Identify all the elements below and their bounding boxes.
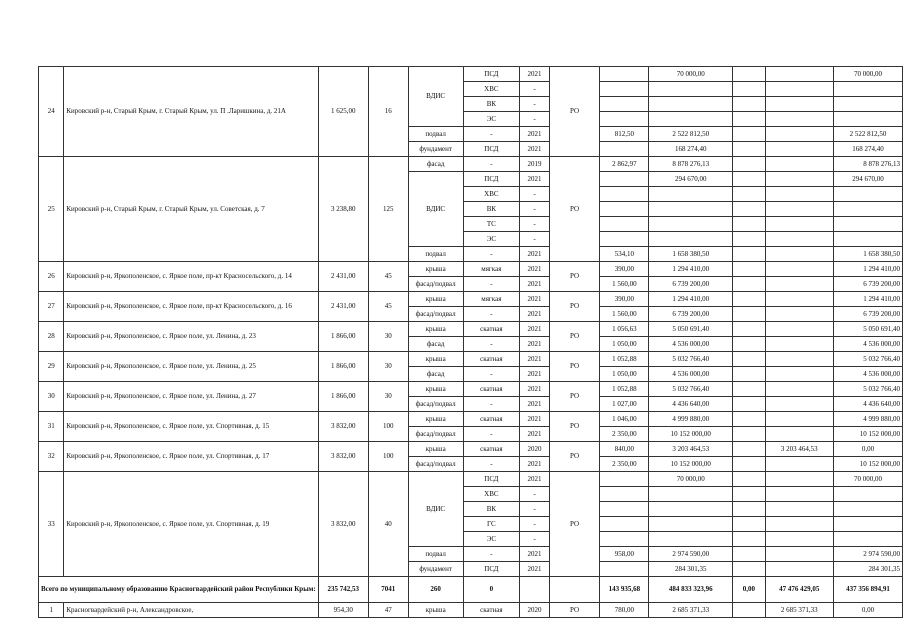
work-type-cell: крыша [408,262,463,277]
subtype-cell: - [463,307,519,322]
year-cell: 2021 [520,142,550,157]
address-cell: Кировский р-н, Яркополенское, с. Яркое поле, пр-кт Красносельского, д. 16 [64,292,318,322]
cost-cell: 5 032 766,40 [649,352,733,367]
col12-cell: 0,00 [833,603,902,618]
area-cell: 1 866,00 [318,322,368,352]
work-type-cell: ВДИС [408,172,463,247]
subtype-cell: - [463,337,519,352]
work-type-cell: фасад [408,367,463,382]
year-cell: 2021 [520,547,550,562]
subtype-cell: - [463,127,519,142]
work-type-cell: крыша [408,292,463,307]
year-cell: 2021 [520,562,550,577]
residents-cell: 30 [368,352,408,382]
col12-cell: 0,00 [833,442,902,457]
col12-cell: 4 999 880,00 [833,412,902,427]
year-cell: 2021 [520,127,550,142]
area-cell: 3 238,80 [318,157,368,262]
year-cell: - [520,517,550,532]
year-cell: 2020 [520,603,550,618]
cost-cell: 10 152 000,00 [649,457,733,472]
year-cell: 2019 [520,157,550,172]
year-cell: 2021 [520,337,550,352]
method-cell: РО [549,262,599,292]
residents-cell: 45 [368,262,408,292]
subtype-cell: мягкая [463,262,519,277]
work-type-cell: подвал [408,247,463,262]
year-cell: 2021 [520,292,550,307]
area-cell: 3 832,00 [318,472,368,577]
row-number: 27 [39,292,64,322]
subtype-cell: - [463,157,519,172]
work-type-cell: фундамент [408,562,463,577]
year-cell: - [520,232,550,247]
residents-cell: 40 [368,472,408,577]
method-cell: РО [549,442,599,472]
cost-cell: 3 203 464,53 [649,442,733,457]
table-row [39,412,903,427]
work-area-cell: 2 862,97 [600,157,649,172]
address-cell: Кировский р-н, Старый Крым, г. Старый Крым, ул. Советская, д. 7 [64,157,318,262]
cost-cell: 4 536 000,00 [649,367,733,382]
year-cell: 2021 [520,307,550,322]
year-cell: 2021 [520,67,550,82]
address-cell: Кировский р-н, Яркополенское, с. Яркое поле, ул. Спортивная, д. 17 [64,442,318,472]
table-row [39,472,903,487]
subtype-cell: ПСД [463,172,519,187]
cost-cell: 70 000,00 [649,472,733,487]
subtype-cell: скатная [463,322,519,337]
work-area-cell: 780,00 [600,603,649,618]
work-type-cell: фасад [408,337,463,352]
work-area-cell: 2 350,00 [600,457,649,472]
year-cell: 2021 [520,352,550,367]
year-cell: - [520,187,550,202]
work-area-cell: 1 056,63 [600,322,649,337]
work-area-cell: 1 050,00 [600,367,649,382]
table-row [39,352,903,367]
table-row [39,262,903,277]
area-cell: 1 866,00 [318,382,368,412]
area-cell: 1 625,00 [318,67,368,157]
work-type-cell: подвал [408,127,463,142]
address-cell: Красногвардейский р-н, Александровское, [64,603,318,618]
col12-cell: 1 658 380,50 [833,247,902,262]
cost-cell: 4 999 880,00 [649,412,733,427]
work-type-cell: подвал [408,547,463,562]
cost-cell: 1 658 380,50 [649,247,733,262]
subtype-cell: скатная [463,382,519,397]
row-number: 32 [39,442,64,472]
total-count: 260 [408,577,463,603]
subtype-cell: - [463,247,519,262]
col12-cell: 70 000,00 [833,67,902,82]
total-col11: 47 476 429,05 [765,577,833,603]
total-col10: 0,00 [733,577,766,603]
capital-repair-table [38,66,903,618]
cost-cell: 4 536 000,00 [649,337,733,352]
work-area-cell: 1 560,00 [600,307,649,322]
cost-cell: 70 000,00 [649,67,733,82]
year-cell: 2021 [520,277,550,292]
row-number: 31 [39,412,64,442]
subtype-cell: ХВС [463,187,519,202]
year-cell: 2021 [520,367,550,382]
table-row [39,67,903,82]
work-area-cell: 1 560,00 [600,277,649,292]
col12-cell: 5 032 766,40 [833,352,902,367]
col12-cell: 10 152 000,00 [833,457,902,472]
subtype-cell: ЭС [463,112,519,127]
work-type-cell: крыша [408,603,463,618]
work-area-cell: 1 050,00 [600,337,649,352]
total-residents: 7041 [368,577,408,603]
address-cell: Кировский р-н, Яркополенское, с. Яркое поле, ул. Спортивная, д. 15 [64,412,318,442]
work-area-cell: 812,50 [600,127,649,142]
row-number: 24 [39,67,64,157]
subtype-cell: ВК [463,502,519,517]
address-cell: Кировский р-н, Старый Крым, г. Старый Крым, ул. П .Ларишкина, д. 21А [64,67,318,157]
subtype-cell: скатная [463,412,519,427]
table-row [39,603,903,618]
residents-cell: 125 [368,157,408,262]
subtype-cell: скатная [463,603,519,618]
residents-cell: 30 [368,382,408,412]
year-cell: 2021 [520,322,550,337]
year-cell: 2021 [520,412,550,427]
year-cell: - [520,487,550,502]
cost-cell: 2 522 812,50 [649,127,733,142]
work-type-cell: фасад/подвал [408,397,463,412]
method-cell: РО [549,157,599,262]
subtype-cell: ВК [463,202,519,217]
work-type-cell: ВДИС [408,472,463,547]
row-number: 26 [39,262,64,292]
subtype-cell: - [463,457,519,472]
subtype-cell: ПСД [463,562,519,577]
year-cell: 2021 [520,427,550,442]
col12-cell: 168 274,40 [833,142,902,157]
col12-cell: 2 522 812,50 [833,127,902,142]
year-cell: 2021 [520,382,550,397]
subtype-cell: ХВС [463,487,519,502]
area-cell: 954,30 [318,603,368,618]
table-row [39,382,903,397]
cost-cell: 6 739 200,00 [649,277,733,292]
total-col12: 437 356 894,91 [833,577,902,603]
work-area-cell: 958,00 [600,547,649,562]
work-type-cell: фасад/подвал [408,427,463,442]
cost-cell: 5 032 766,40 [649,382,733,397]
col12-cell: 284 301,35 [833,562,902,577]
work-area-cell: 2 350,00 [600,427,649,442]
work-type-cell: фасад/подвал [408,277,463,292]
subtype-cell: ПСД [463,67,519,82]
method-cell: РО [549,382,599,412]
residents-cell: 47 [368,603,408,618]
year-cell: 2021 [520,472,550,487]
work-area-cell: 1 052,88 [600,382,649,397]
subtype-cell: скатная [463,442,519,457]
work-area-cell: 534,10 [600,247,649,262]
table-row [39,157,903,172]
residents-cell: 100 [368,442,408,472]
residents-cell: 45 [368,292,408,322]
col11-cell [765,67,833,82]
work-area-cell: 1 027,00 [600,397,649,412]
residents-cell: 100 [368,412,408,442]
area-cell: 2 431,00 [318,262,368,292]
method-cell: РО [549,352,599,382]
row-number: 1 [39,603,64,618]
subtype-cell: ТС [463,217,519,232]
year-cell: - [520,97,550,112]
cost-cell: 4 436 640,00 [649,397,733,412]
cost-cell: 10 152 000,00 [649,427,733,442]
col11-cell: 3 203 464,53 [765,442,833,457]
work-area-cell [600,67,649,82]
col12-cell: 10 152 000,00 [833,427,902,442]
row-number: 25 [39,157,64,262]
address-cell: Кировский р-н, Яркополенское, с. Яркое поле, ул. Ленина, д. 25 [64,352,318,382]
subtype-cell: ВК [463,97,519,112]
year-cell: 2020 [520,442,550,457]
work-type-cell: фасад/подвал [408,307,463,322]
total-row [39,577,903,603]
col10-cell [733,67,766,82]
cost-cell: 1 294 410,00 [649,262,733,277]
work-type-cell: фундамент [408,142,463,157]
work-type-cell: крыша [408,322,463,337]
residents-cell: 30 [368,322,408,352]
year-cell: - [520,202,550,217]
subtype-cell: - [463,427,519,442]
row-number: 30 [39,382,64,412]
address-cell: Кировский р-н, Яркополенское, с. Яркое поле, ул. Ленина, д. 27 [64,382,318,412]
method-cell: РО [549,412,599,442]
year-cell: - [520,112,550,127]
table-row [39,292,903,307]
total-area: 235 742,53 [318,577,368,603]
work-area-cell: 1 046,00 [600,412,649,427]
row-number: 33 [39,472,64,577]
cost-cell: 284 301,35 [649,562,733,577]
year-cell: 2021 [520,262,550,277]
col12-cell: 70 000,00 [833,472,902,487]
residents-cell: 16 [368,67,408,157]
work-area-cell: 1 052,88 [600,352,649,367]
area-cell: 3 832,00 [318,412,368,442]
year-cell: - [520,82,550,97]
row-number: 28 [39,322,64,352]
total-cost: 484 833 323,96 [649,577,733,603]
area-cell: 2 431,00 [318,292,368,322]
work-type-cell: фасад [408,157,463,172]
col12-cell: 6 739 200,00 [833,307,902,322]
col12-cell: 8 878 276,13 [833,157,902,172]
row-number: 29 [39,352,64,382]
subtype-cell: ГС [463,517,519,532]
year-cell: 2021 [520,172,550,187]
cost-cell: 5 050 691,40 [649,322,733,337]
work-area-cell: 390,00 [600,262,649,277]
cost-cell: 1 294 410,00 [649,292,733,307]
work-type-cell: крыша [408,352,463,367]
year-cell: - [520,532,550,547]
address-cell: Кировский р-н, Яркополенское, с. Яркое поле, пр-кт Красносельского, д. 14 [64,262,318,292]
col11-cell: 2 685 371,33 [765,603,833,618]
work-type-cell: крыша [408,382,463,397]
subtype-cell: скатная [463,352,519,367]
total-label: Всего по муниципальному образованию Красногвардейский район Республики Крым: [39,577,319,603]
col12-cell: 5 050 691,40 [833,322,902,337]
year-cell: - [520,502,550,517]
method-cell: РО [549,603,599,618]
subtype-cell: - [463,547,519,562]
subtype-cell: - [463,367,519,382]
col12-cell: 6 739 200,00 [833,277,902,292]
address-cell: Кировский р-н, Яркополенское, с. Яркое поле, ул. Ленина, д. 23 [64,322,318,352]
work-type-cell: ВДИС [408,67,463,127]
cost-cell: 8 878 276,13 [649,157,733,172]
subtype-cell: ЭС [463,232,519,247]
method-cell: РО [549,292,599,322]
work-type-cell: фасад/подвал [408,457,463,472]
year-cell: 2021 [520,397,550,412]
year-cell: 2021 [520,457,550,472]
col12-cell: 5 032 766,40 [833,382,902,397]
subtype-cell: ЭС [463,532,519,547]
subtype-cell: - [463,277,519,292]
cost-cell: 6 739 200,00 [649,307,733,322]
year-cell: - [520,217,550,232]
work-area-cell: 840,00 [600,442,649,457]
table-row [39,322,903,337]
year-cell: 2021 [520,247,550,262]
col12-cell: 2 974 590,00 [833,547,902,562]
total-work-area: 143 935,68 [600,577,649,603]
col12-cell: 1 294 410,00 [833,262,902,277]
method-cell: РО [549,472,599,577]
col12-cell: 4 536 000,00 [833,337,902,352]
col12-cell: 4 436 640,00 [833,397,902,412]
cost-cell: 294 670,00 [649,172,733,187]
subtype-cell: ХВС [463,82,519,97]
method-cell: РО [549,322,599,352]
col12-cell: 294 670,00 [833,172,902,187]
total-zero: 0 [463,577,519,603]
work-area-cell: 390,00 [600,292,649,307]
method-cell: РО [549,67,599,157]
subtype-cell: ПСД [463,472,519,487]
subtype-cell: ПСД [463,142,519,157]
cost-cell: 2 974 590,00 [649,547,733,562]
col12-cell: 1 294 410,00 [833,292,902,307]
cost-cell: 168 274,40 [649,142,733,157]
subtype-cell: - [463,397,519,412]
area-cell: 3 832,00 [318,442,368,472]
address-cell: Кировский р-н, Яркополенское, с. Яркое поле, ул. Спортивная, д. 19 [64,472,318,577]
work-type-cell: крыша [408,412,463,427]
work-type-cell: крыша [408,442,463,457]
area-cell: 1 866,00 [318,352,368,382]
col12-cell: 4 536 000,00 [833,367,902,382]
cost-cell: 2 685 371,33 [649,603,733,618]
table-row [39,442,903,457]
subtype-cell: мягкая [463,292,519,307]
